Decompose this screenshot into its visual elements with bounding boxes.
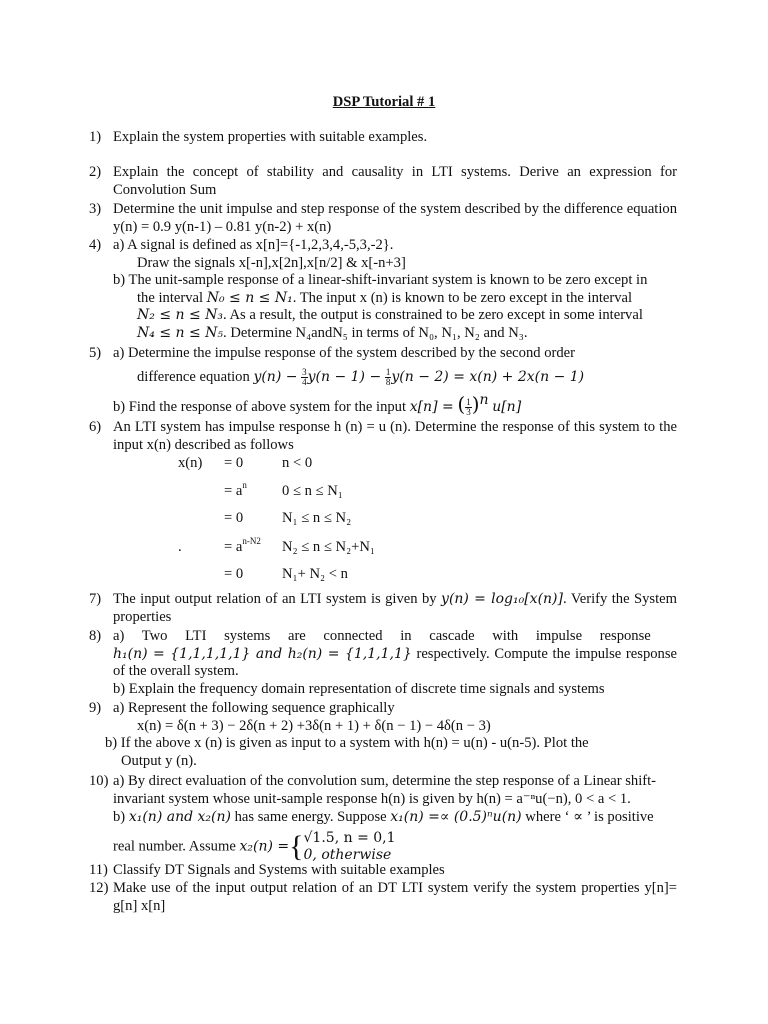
equation-segment: y(n) = log₁₀[x(n)] [441, 591, 563, 607]
question-5b-line: b) Find the response of above system for the input x[n] = ( $\frac{1}{3}$ )$^n$ u[n] [113, 391, 522, 417]
question-10b-line: b) x₁(n) and x₂(n) has same energy. Suppose x₁(n) =∝ (0.5)ⁿu(n) where ‘ ∝ ’ is positive [113, 809, 654, 825]
question-number: 10) [89, 773, 109, 789]
question-text: Make use of the input output relation of an DT LTI system verify the system properties y[n]= g[n] x[n] [113, 880, 677, 914]
question-5 [89, 345, 677, 418]
question-10a-line: a) By direct evaluation of the convolution sum, determine the step response of a Linear shift- [113, 773, 657, 789]
question-text: Explain the system properties with suitable examples. [113, 129, 428, 145]
question-8b-line: b) Explain the frequency domain representation of discrete time signals and systems [113, 680, 605, 697]
fraction: $\frac{3}{4}$ [302, 366, 307, 387]
text-segment: the interval [137, 289, 204, 306]
question-number: 2) [89, 164, 102, 180]
question-number: 7) [89, 591, 102, 607]
question-number: 11) [89, 862, 108, 878]
text-segment: . Determine N₄andN₅ in terms of N₀, N₁, N₂ and N₃. [223, 324, 528, 341]
equation-segment: u[n] [492, 398, 522, 415]
question-number: 9) [89, 700, 102, 716]
question-4 [89, 237, 677, 342]
equation-segment: x₂(n) = [239, 837, 290, 854]
difference-equation [137, 366, 677, 388]
question-text: Explain the concept of stability and causality in LTI systems. Derive an expression for Convolution Sum [113, 164, 677, 198]
question-number: 12) [89, 880, 109, 896]
question-number: 8) [89, 628, 102, 644]
equation-segment: y(n − 1) − [307, 368, 382, 385]
math-inequality: N₄ ≤ n ≤ N₅ [137, 324, 224, 341]
question-9b-line: b) If the above x (n) is given as input to a system with h(n) = u(n) - u(n-5). Plot the [105, 735, 589, 751]
question-11 [89, 862, 677, 880]
question-8a-line: h₁(n) = {1,1,1,1,1} and h₂(n) = {1,1,1,1} respectively. Compute the impulse response of the overall system. [113, 645, 677, 679]
text-segment: . As a result, the output is constrained to be zero except in some interval [223, 307, 643, 323]
equation-segment: x[n] = [409, 398, 454, 415]
question-1 [89, 129, 677, 147]
question-8 [89, 628, 677, 698]
equation-segment: x₁(n) and x₂(n) [128, 809, 231, 825]
question-number: 3) [89, 201, 102, 217]
equation-segment: x₁(n) =∝ (0.5)ⁿu(n) [390, 809, 522, 825]
question-3 [89, 201, 677, 236]
fraction: $\frac{1}{3}$ [466, 396, 471, 417]
question-2 [89, 164, 677, 199]
question-12 [89, 880, 677, 915]
math-inequality: N₀ ≤ n ≤ N₁ [206, 289, 293, 306]
question-9 [89, 700, 677, 770]
question-4b-line [137, 290, 677, 308]
question-10b-line: real number. Assume x₂(n) ={ √1.5, n = 0,1 0, otherwise [113, 829, 396, 863]
question-4a-line: a) A signal is defined as x[n]={-1,2,3,4,-5,3,-2}. [113, 237, 394, 253]
question-text: Determine the unit impulse and step response of the system described by the difference equation y(n) = 0.9 y(n-1) – 0.81 y(n-2) + x(n) [113, 201, 677, 235]
question-9a-line: a) Represent the following sequence graphically [113, 700, 395, 716]
piecewise-cases: √1.5, n = 0,1 0, otherwise [303, 829, 396, 863]
question-6 [89, 419, 677, 454]
math-inequality: N₂ ≤ n ≤ N₃ [137, 307, 224, 323]
equation-segment: y(n − 2) = x(n) + 2x(n − 1) [391, 368, 585, 385]
text-segment: b) Find the response of above system for the input [113, 398, 407, 415]
document-page: DSP Tutorial # 1 1) Explain the system properties with suitable examples. 2) Explain the concept of stability and causality in LTI systems. Derive an expression for Convolution Sum 3) Determine the unit impulse and step response of the system described by the difference equation y(n) = 0.9 y(n-1) – 0.81 y(n-2) + x(n) 4) a) A signal is defined as x[n]={-1,2,3,4,-5,3,-2}. Draw the signals x[-n],x[2n],x[n/2] & x[-n+3] b) The unit-sample response of a linear-shift-invariant system is known to be zero except in the interval N₀ ≤ n ≤ N₁. The input x (n) is known to be zero except in the interval N₂ ≤ n ≤ N₃. As a result, the output is constrained to be zero except in some interval N₄ ≤ n ≤ N₅. Determine N₄andN₅ in terms of N₀, N₁, N₂ and N₃. 5) a) Determine the impulse response of the system described by the second order difference equation y(n) − $\frac{3}{4}$ y(n − 1) − $\frac{1}{8}$ y(n − 2) = x(n) + 2x(n − 1) b) Find the response of above system for the input x[n] = ( $\frac{1}{3}$ )$^n$ u[n] 6) An LTI system has impulse response h (n) = u (n). Determine the response of this system to the input x(n) described as follows x(n) = 0 n < 0 = $a^n$ 0 ≤ n ≤ N₁ = 0 N₁ ≤ n ≤ N₂ . = $a^{n-N2}$ N₂ ≤ n ≤ N₂+N₁ = 0 N₁+ N₂ < n 7) The input output relation of an LTI system is given by y(n) = log₁₀[x(n)]. Verify the System properties 8) a) Two LTI systems are connected in cascade with impulse response h₁(n) = {1,1,1,1,1} and h₂(n) = {1,1,1,1} respectively. Compute the impulse response of the overall system. b) Explain the frequency domain representation of discrete time signals and systems 9) a) Represent the following sequence graphically x(n) = δ(n + 3) − 2δ(n + 2) +3δ(n + 1) + δ(n − 1) − 4δ(n − 3) b) If the above x (n) is given as input to a system with h(n) = u(n) - u(n-5). Plot the Output y (n). 10) a) By direct evaluation of the convolution sum, determine the step response of a Linear shift- invariant system whose unit-sample response h(n) is given by h(n) = a⁻ⁿu(−n), 0 < a < 1. b) x₁(n) and x₂(n) has same energy. Suppose x₁(n) =∝ (0.5)ⁿu(n) where ‘ ∝ ’ is positive real number. Assume x₂(n) ={ √1.5, n = 0,1 0, otherwise 11) Classify DT Signals and Systems with suitable examples 12) Make use of the input output relation of an DT LTI system verify the system properties y[n]= g[n] x[n] [0, 0, 768, 1024]
page-title: DSP Tutorial # 1 [332, 94, 436, 110]
question-5a-line: a) Determine the impulse response of the system described by the second order [113, 345, 575, 361]
exponent: n [479, 391, 489, 408]
question-4b-line [137, 307, 677, 325]
question-text: Classify DT Signals and Systems with suitable examples [113, 862, 445, 878]
question-4b-line [137, 325, 677, 343]
text-segment: difference equation [137, 368, 250, 385]
text-segment: . The input x (n) is known to be zero except in the interval [292, 289, 633, 306]
fraction: $\frac{1}{8}$ [385, 366, 391, 387]
question-number: 1) [89, 129, 102, 145]
cases-brace: { [289, 829, 304, 863]
question-7 [89, 591, 677, 626]
question-9b-line: Output y (n). [121, 752, 197, 769]
question-number: 4) [89, 237, 102, 253]
question-4b-line: b) The unit-sample response of a linear-shift-invariant system is known to be zero except in [113, 272, 648, 288]
question-number: 6) [89, 419, 102, 435]
question-10 [89, 773, 677, 864]
equation-segment: y(n) − [253, 368, 298, 385]
question-4a-line: Draw the signals x[-n],x[2n],x[n/2] & x[-n+3] [137, 254, 406, 271]
sequence-equation: x(n) = δ(n + 3) − 2δ(n + 2) +3δ(n + 1) + δ(n − 1) − 4δ(n − 3) [137, 717, 491, 734]
question-8a-line: a) Two LTI systems are connected in cascade with impulse response [113, 628, 651, 644]
question-number: 5) [89, 345, 102, 361]
question-text: The input output relation of an LTI system is given by y(n) = log₁₀[x(n)]. Verify the System properties [113, 591, 677, 625]
question-10a-line: invariant system whose unit-sample response h(n) is given by h(n) = a⁻ⁿu(−n), 0 < a < 1. [113, 790, 631, 807]
equation-segment: h₁(n) = {1,1,1,1,1} and h₂(n) = {1,1,1,1} [113, 645, 412, 662]
question-text: An LTI system has impulse response h (n) = u (n). Determine the response of this system to the input x(n) described as follows [113, 419, 677, 453]
